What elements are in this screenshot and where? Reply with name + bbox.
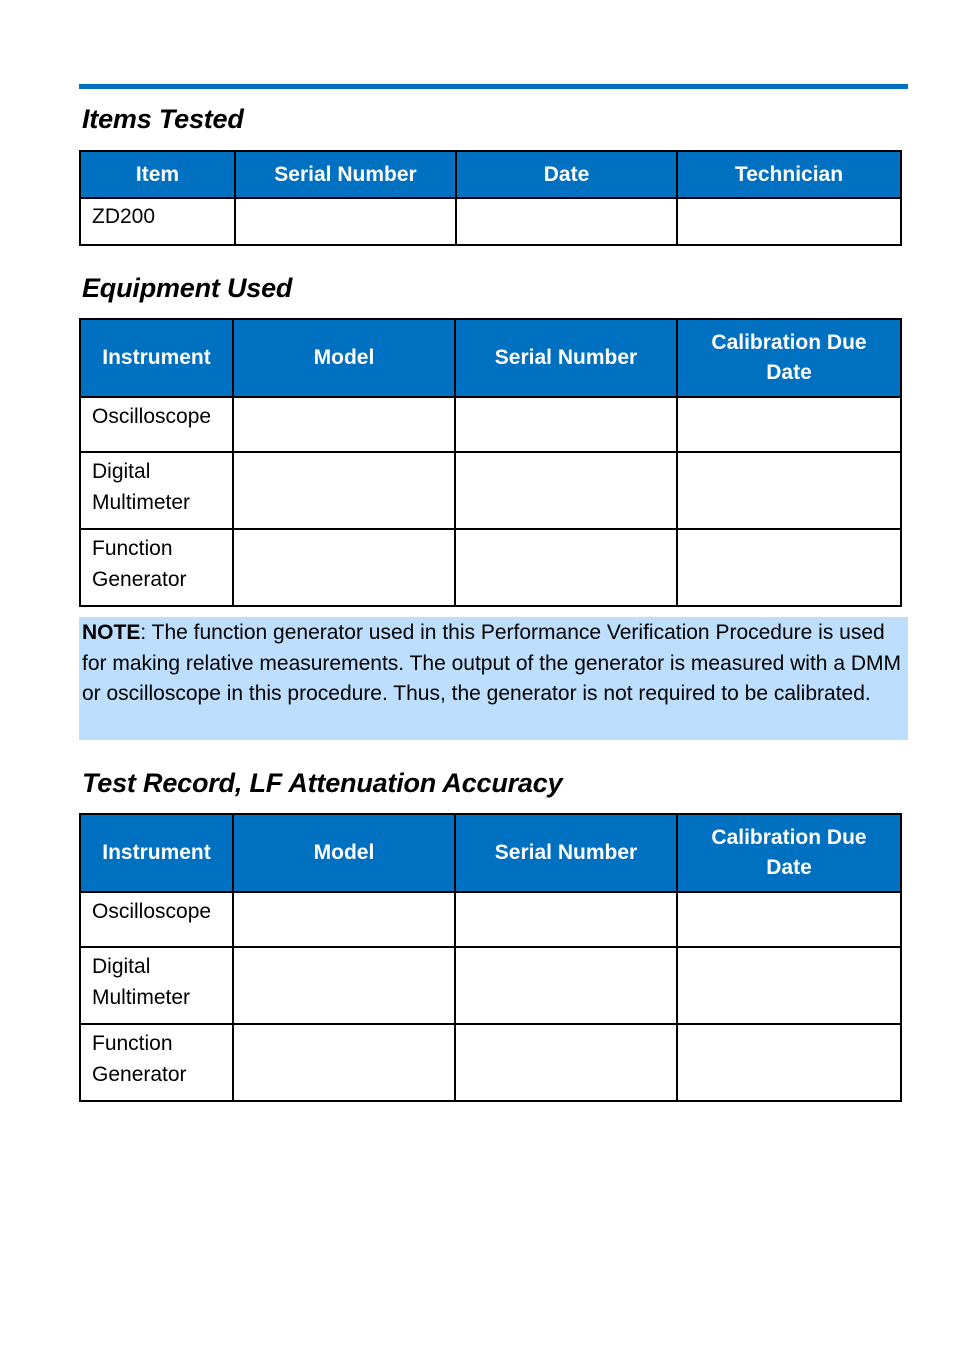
- table-row: [80, 529, 901, 606]
- table-cell: [677, 198, 901, 245]
- header-row: [80, 319, 901, 397]
- equipment-used-table: [79, 318, 902, 607]
- equipment-used-title: Equipment Used: [82, 273, 293, 303]
- table-cell: [233, 452, 455, 529]
- note-label: NOTE: [82, 621, 141, 644]
- table-cell: Oscilloscope: [80, 892, 233, 947]
- table-cell: [456, 198, 677, 245]
- test-record-title: Test Record, LF Attenuation Accuracy: [82, 768, 563, 798]
- column-header: Serial Number: [235, 151, 456, 198]
- table-cell: [455, 452, 677, 529]
- table-cell: [677, 529, 901, 606]
- items-tested-table: [79, 150, 902, 246]
- column-header: Model: [233, 814, 455, 892]
- column-header: Calibration Due Date: [677, 319, 901, 397]
- table-cell: [677, 947, 901, 1024]
- table-cell: [233, 1024, 455, 1101]
- table-cell: Oscilloscope: [80, 397, 233, 452]
- header-row: [80, 814, 901, 892]
- table-row: [80, 397, 901, 452]
- items-tested-title: Items Tested: [82, 104, 244, 134]
- column-header: Calibration Due Date: [677, 814, 901, 892]
- table-row: [80, 452, 901, 529]
- top-rule: [79, 84, 908, 89]
- table-cell: [677, 397, 901, 452]
- column-header: Serial Number: [455, 814, 677, 892]
- table-cell: [455, 1024, 677, 1101]
- header-row: [80, 151, 901, 198]
- table-cell: [235, 198, 456, 245]
- table-row: [80, 947, 901, 1024]
- note-text: : The function generator used in this Performance Verification Procedure is used for making relative measurements. The output of the generator is measured with a DMM or oscilloscope in this procedure. Thus, the generator is not required to be calibrated.: [82, 621, 901, 705]
- column-header: Model: [233, 319, 455, 397]
- test-record-table: [79, 813, 902, 1102]
- table-cell: [455, 947, 677, 1024]
- table-cell: Digital Multimeter: [80, 452, 233, 529]
- table-cell: Digital Multimeter: [80, 947, 233, 1024]
- table-cell: [233, 947, 455, 1024]
- column-header: Instrument: [80, 814, 233, 892]
- column-header: Serial Number: [455, 319, 677, 397]
- table-row: [80, 198, 901, 245]
- column-header: Date: [456, 151, 677, 198]
- table-cell: [233, 397, 455, 452]
- table-cell: [233, 529, 455, 606]
- table-cell: Function Generator: [80, 1024, 233, 1101]
- table-row: [80, 1024, 901, 1101]
- table-cell: [677, 892, 901, 947]
- table-cell: [233, 892, 455, 947]
- column-header: Item: [80, 151, 235, 198]
- table-cell: Function Generator: [80, 529, 233, 606]
- note-box: [79, 617, 908, 740]
- table-row: [80, 892, 901, 947]
- table-cell: [455, 892, 677, 947]
- table-cell: [677, 452, 901, 529]
- table-cell: [677, 1024, 901, 1101]
- table-cell: [455, 529, 677, 606]
- table-cell: [455, 397, 677, 452]
- column-header: Technician: [677, 151, 901, 198]
- table-cell: ZD200: [80, 198, 235, 245]
- column-header: Instrument: [80, 319, 233, 397]
